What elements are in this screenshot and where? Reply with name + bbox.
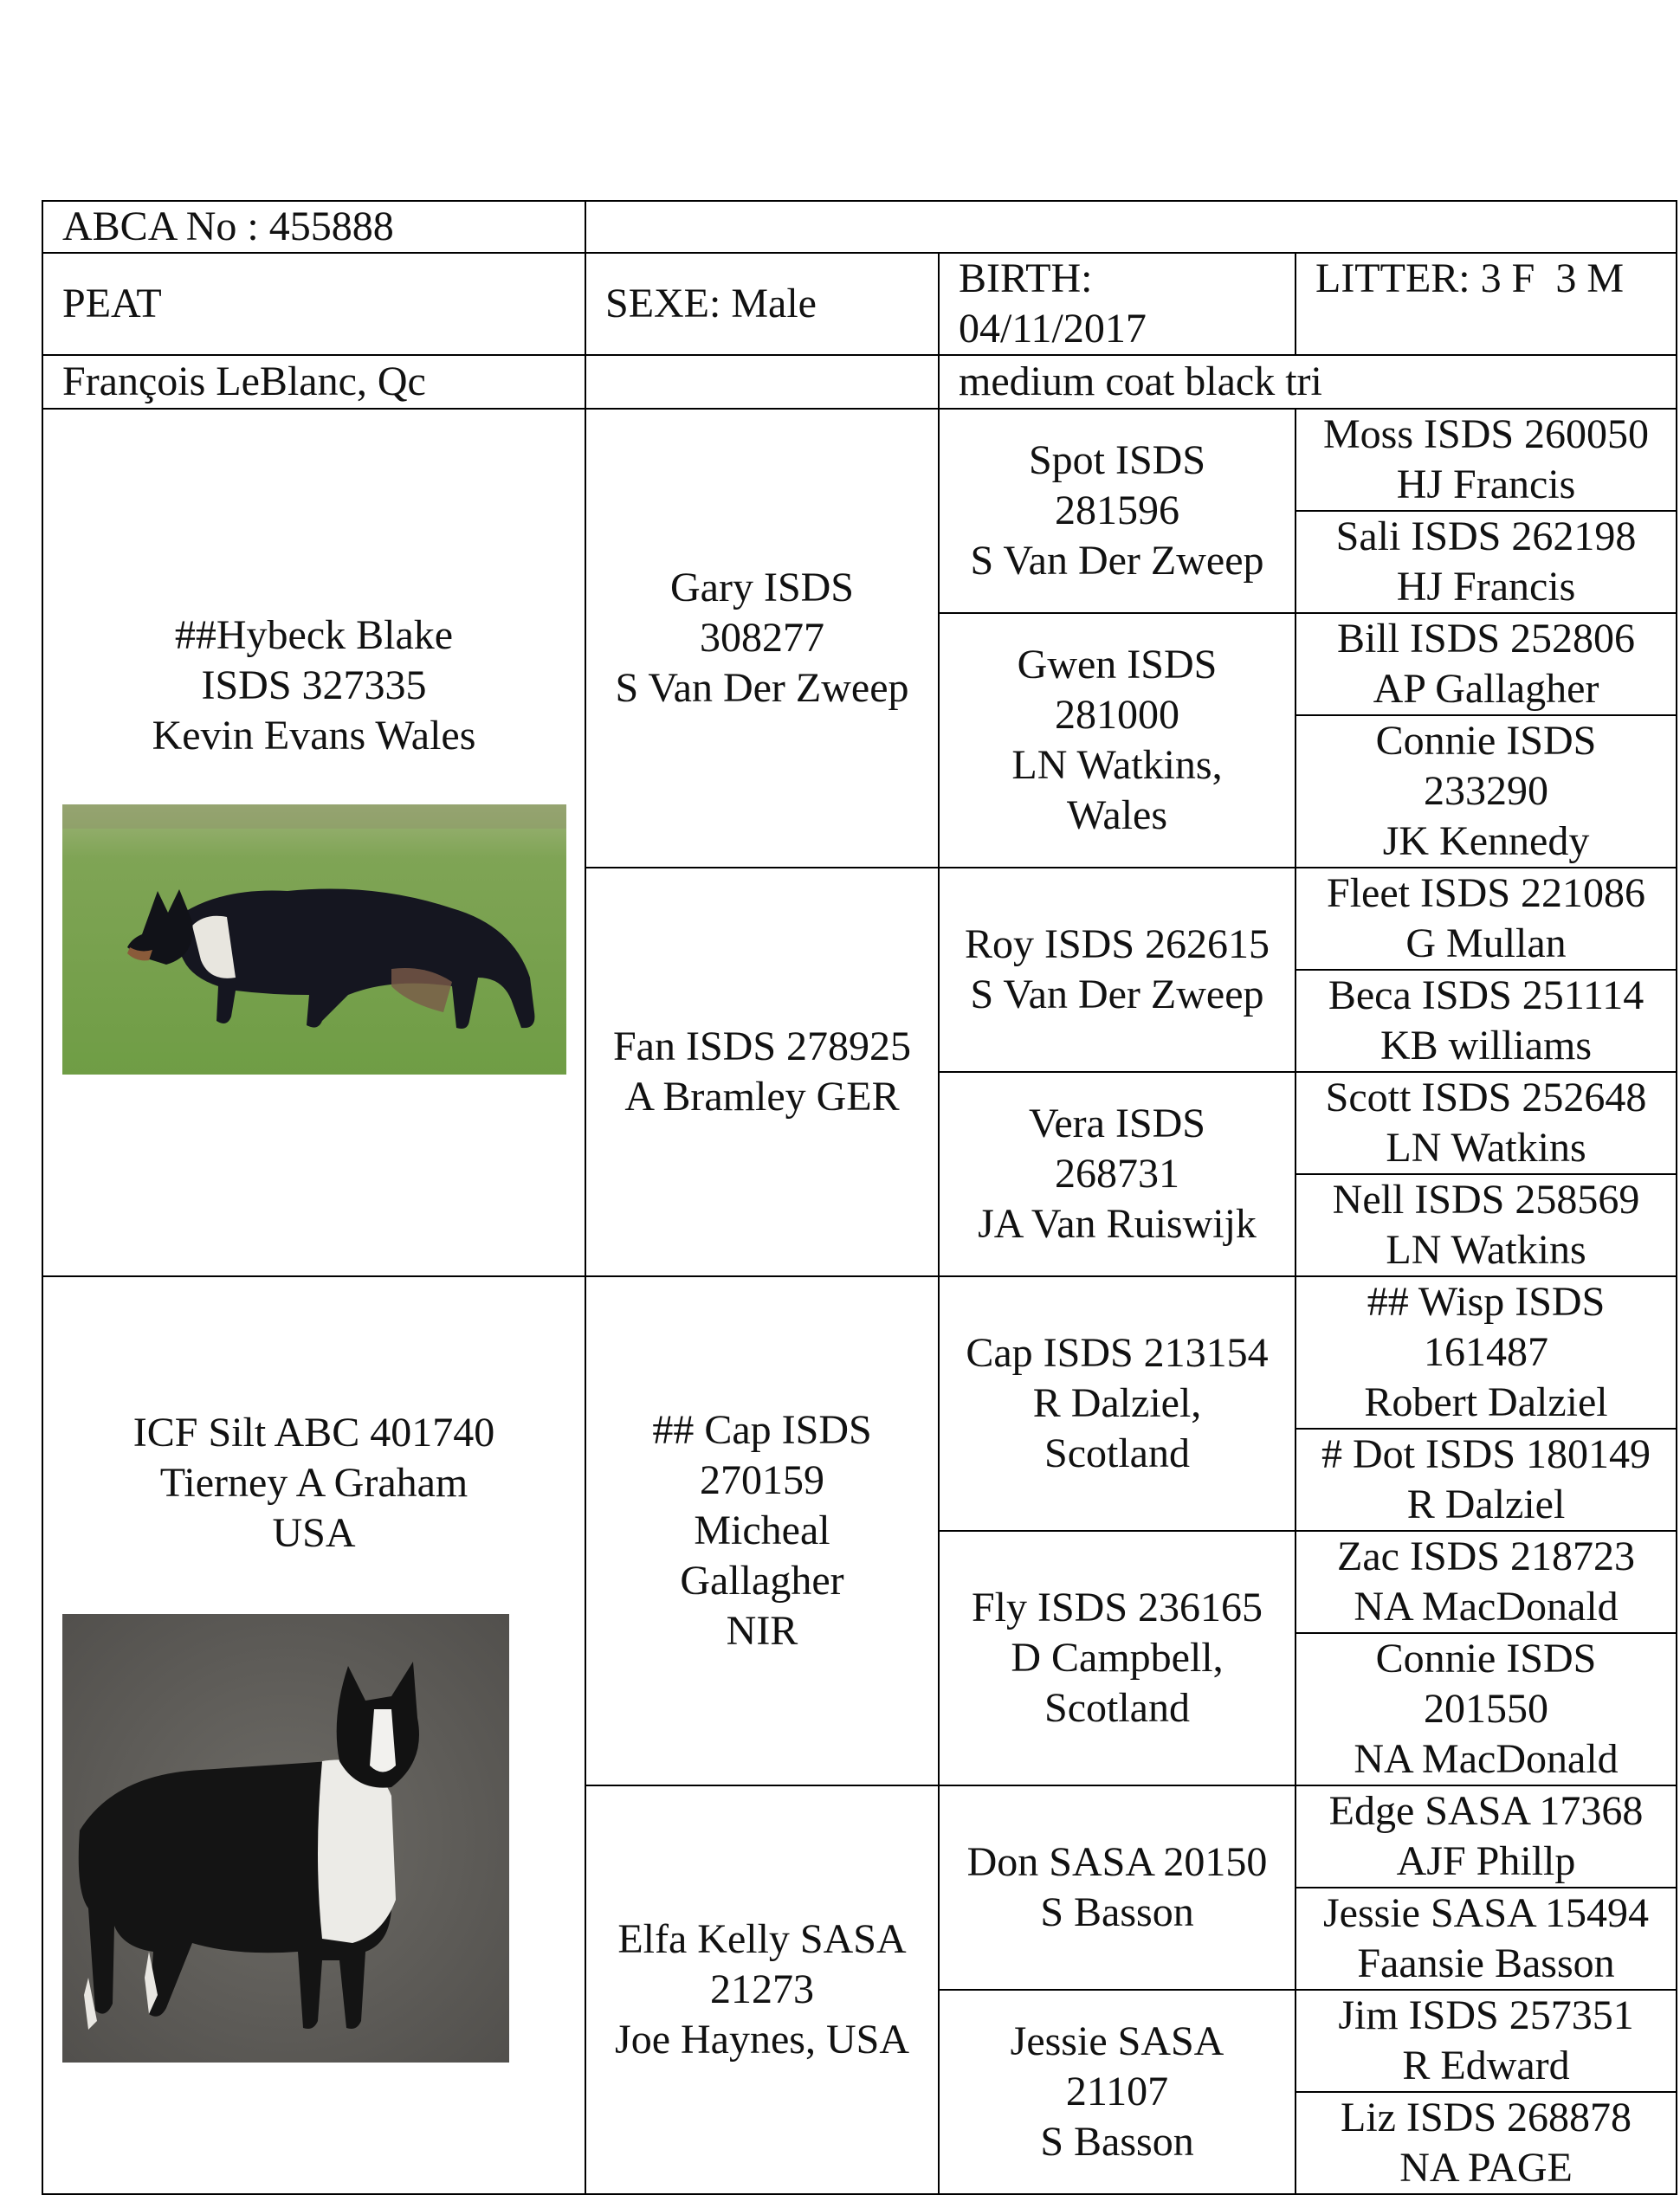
sire-mother-father: Roy ISDS 262615 S Van Der Zweep — [939, 868, 1296, 1072]
dam-mother-father-mother: Jessie SASA 15494 Faansie Basson — [1296, 1888, 1677, 1990]
dam-mother-mother-mother: Liz ISDS 268878 NA PAGE — [1296, 2092, 1677, 2194]
dam: ICF Silt ABC 401740 Tierney A Graham USA — [42, 1276, 585, 2194]
sire-mother-father-father: Fleet ISDS 221086 G Mullan — [1296, 868, 1677, 970]
dam-mother-mother-father: Jim ISDS 257351 R Edward — [1296, 1990, 1677, 2092]
litter: LITTER: 3 F 3 M — [1296, 253, 1677, 355]
sex: SEXE: Male — [585, 253, 939, 355]
sire-mother-mother-mother: Nell ISDS 258569 LN Watkins — [1296, 1174, 1677, 1276]
dam-father-father-father: ## Wisp ISDS 161487 Robert Dalziel — [1296, 1276, 1677, 1429]
dam-father-mother-mother: Connie ISDS 201550 NA MacDonald — [1296, 1633, 1677, 1785]
pedigree-table — [42, 200, 1677, 2195]
breeder: François LeBlanc, Qc — [42, 355, 585, 409]
birth-date: 04/11/2017 — [959, 306, 1147, 352]
sire-father-father-father: Moss ISDS 260050 HJ Francis — [1296, 409, 1677, 511]
empty-cell — [585, 355, 939, 409]
sire-mother-father-mother: Beca ISDS 251114 KB williams — [1296, 970, 1677, 1072]
sire-mother-mother: Vera ISDS 268731 JA Van Ruiswijk — [939, 1072, 1296, 1276]
dam-mother-father: Don SASA 20150 S Basson — [939, 1785, 1296, 1990]
birth-label: BIRTH: — [959, 255, 1093, 301]
dog-photo-dam — [62, 1614, 509, 2063]
dam-mother-mother: Jessie SASA 21107 S Basson — [939, 1990, 1296, 2194]
sire-father: Gary ISDS 308277 S Van Der Zweep — [585, 409, 939, 868]
sire-father-mother: Gwen ISDS 281000 LN Watkins, Wales — [939, 613, 1296, 868]
sire-mother: Fan ISDS 278925 A Bramley GER — [585, 868, 939, 1276]
sire-mother-mother-father: Scott ISDS 252648 LN Watkins — [1296, 1072, 1677, 1174]
sire: ##Hybeck Blake ISDS 327335 Kevin Evans Wales — [42, 409, 585, 1276]
dam-father-mother-father: Zac ISDS 218723 NA MacDonald — [1296, 1531, 1677, 1633]
dam-father-mother: Fly ISDS 236165 D Campbell, Scotland — [939, 1531, 1296, 1785]
dog-photo-sire — [62, 804, 566, 1075]
sire-father-mother-mother: Connie ISDS 233290 JK Kennedy — [1296, 715, 1677, 868]
dam-father: ## Cap ISDS 270159 Micheal Gallagher NIR — [585, 1276, 939, 1785]
sire-father-father: Spot ISDS 281596 S Van Der Zweep — [939, 409, 1296, 613]
coat: medium coat black tri — [939, 355, 1677, 409]
empty-header-cell — [585, 201, 1677, 253]
dam-mother: Elfa Kelly SASA 21273 Joe Haynes, USA — [585, 1785, 939, 2194]
sire-father-mother-father: Bill ISDS 252806 AP Gallagher — [1296, 613, 1677, 715]
dam-mother-father-father: Edge SASA 17368 AJF Phillp — [1296, 1785, 1677, 1888]
dam-father-father: Cap ISDS 213154 R Dalziel, Scotland — [939, 1276, 1296, 1531]
birth — [939, 253, 1296, 355]
dog-name: PEAT — [42, 253, 585, 355]
sire-father-father-mother: Sali ISDS 262198 HJ Francis — [1296, 511, 1677, 613]
dam-father-father-mother: # Dot ISDS 180149 R Dalziel — [1296, 1429, 1677, 1531]
registration-number: ABCA No : 455888 — [42, 201, 585, 253]
